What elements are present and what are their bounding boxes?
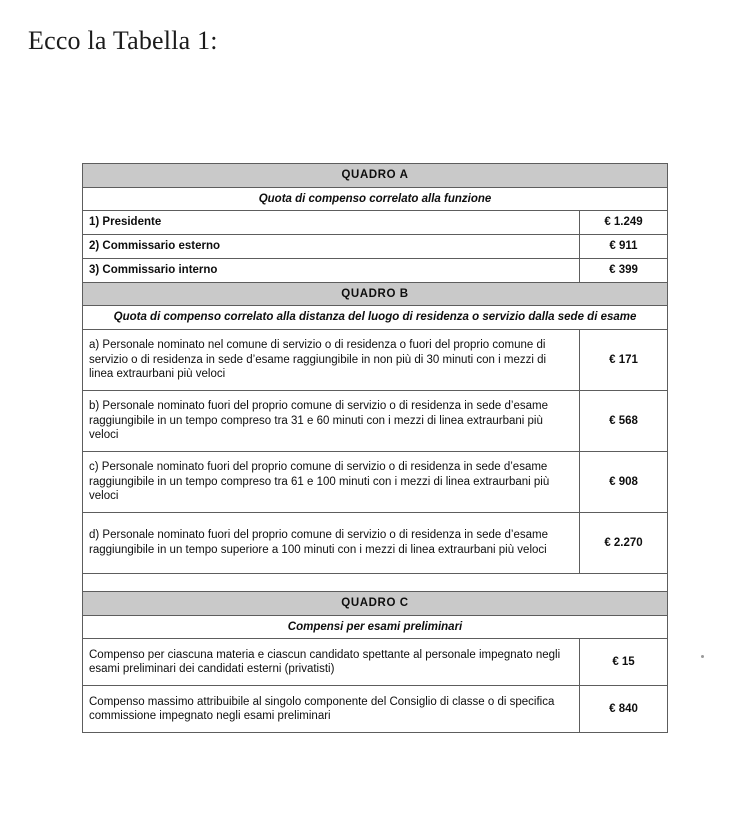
- row-label: Compenso per ciascuna materia e ciascun candidato spettante al personale impegnato negli esami preliminari dei candidati esterni (privatisti): [83, 639, 580, 686]
- row-label: d) Personale nominato fuori del proprio comune di servizio o di residenza in sede d’esame raggiungibile in un tempo superiore a 100 minuti con i mezzi di linea extraurbani più veloci: [83, 513, 580, 574]
- section-subtitle-quadro-b: Quota di compenso correlato alla distanza del luogo di residenza o servizio dalla sede di esame: [83, 306, 668, 330]
- row-amount: € 399: [580, 258, 668, 282]
- table-row: [83, 391, 668, 452]
- section-subtitle-quadro-c: Compensi per esami preliminari: [83, 615, 668, 639]
- row-label: a) Personale nominato nel comune di servizio o di residenza o fuori del proprio comune di servizio o di residenza in sede d’esame raggiungibile in non più di 30 minuti con i mezzi di linea extraurbani più veloci: [83, 330, 580, 391]
- section-subtitle-quadro-a: Quota di compenso correlato alla funzione: [83, 187, 668, 211]
- table-container: [82, 163, 667, 733]
- page-title: Ecco la Tabella 1:: [28, 26, 218, 55]
- section-title-quadro-b: QUADRO B: [83, 282, 668, 306]
- section-subtitle-row: [83, 187, 668, 211]
- table-row: [83, 258, 668, 282]
- table-row: [83, 235, 668, 259]
- section-subtitle-row: [83, 615, 668, 639]
- row-label: c) Personale nominato fuori del proprio comune di servizio o di residenza in sede d’esame raggiungibile in un tempo compreso tra 61 e 100 minuti con i mezzi di linea extraurbani più veloci: [83, 452, 580, 513]
- section-title-quadro-a: QUADRO A: [83, 164, 668, 188]
- table-row: [83, 513, 668, 574]
- section-header-row: [83, 164, 668, 188]
- section-subtitle-row: [83, 306, 668, 330]
- section-header-row: [83, 592, 668, 616]
- row-label: b) Personale nominato fuori del proprio comune di servizio o di residenza in sede d’esame raggiungibile in un tempo compreso tra 31 e 60 minuti con i mezzi di linea extraurbani più veloci: [83, 391, 580, 452]
- section-header-row: [83, 282, 668, 306]
- table-row: [83, 639, 668, 686]
- row-amount: € 2.270: [580, 513, 668, 574]
- row-amount: € 568: [580, 391, 668, 452]
- spacer-cell: [83, 574, 668, 592]
- row-label: 2) Commissario esterno: [83, 235, 580, 259]
- row-label: Compenso massimo attribuibile al singolo componente del Consiglio di classe o di specifica commissione impegnato negli esami preliminari: [83, 686, 580, 733]
- row-amount: € 908: [580, 452, 668, 513]
- table-row: [83, 452, 668, 513]
- row-amount: € 911: [580, 235, 668, 259]
- row-label: 3) Commissario interno: [83, 258, 580, 282]
- scan-artifact-dot: [701, 655, 704, 658]
- row-label: 1) Presidente: [83, 211, 580, 235]
- table-row: [83, 211, 668, 235]
- row-amount: € 840: [580, 686, 668, 733]
- section-spacer: [83, 574, 668, 592]
- table-row: [83, 686, 668, 733]
- row-amount: € 171: [580, 330, 668, 391]
- table-row: [83, 330, 668, 391]
- row-amount: € 1.249: [580, 211, 668, 235]
- section-title-quadro-c: QUADRO C: [83, 592, 668, 616]
- row-amount: € 15: [580, 639, 668, 686]
- compensation-table: [82, 163, 668, 733]
